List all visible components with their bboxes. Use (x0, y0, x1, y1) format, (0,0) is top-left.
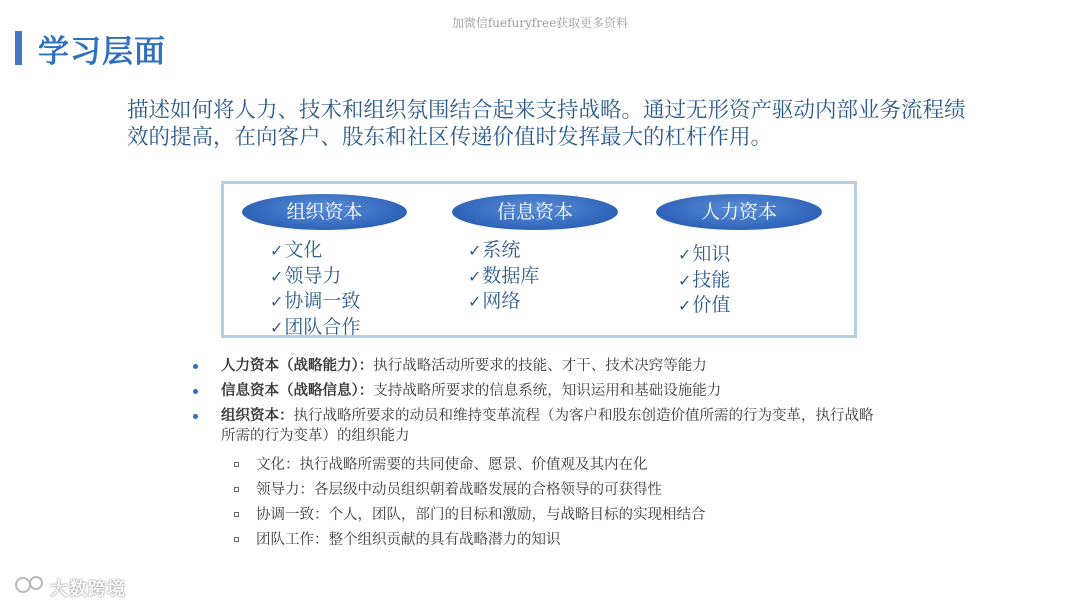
definition-label: 组织资本： (221, 408, 294, 424)
definition-item (190, 381, 910, 401)
definition-text: 执行战略所要求的动员和维持变革流程（为客户和股东创造价值所需的行为变革，执行战略所需的行为变革）的组织能力 (221, 408, 874, 444)
capital-item: ✓数据库 (468, 264, 540, 287)
check-icon: ✓ (468, 266, 482, 286)
capital-diagram (221, 181, 857, 338)
bullet-dot-icon (193, 414, 198, 419)
capital-item: ✓系统 (468, 239, 521, 261)
capital-column-information (452, 194, 618, 315)
bullet-dot-icon (193, 389, 198, 394)
check-icon: ✓ (678, 270, 692, 290)
check-icon: ✓ (270, 241, 284, 260)
title-accent-bar (15, 31, 22, 65)
check-icon: ✓ (468, 292, 482, 311)
capital-item: ✓团队合作 (270, 315, 361, 338)
capital-item: ✓技能 (678, 268, 731, 291)
square-bullet-icon (234, 462, 239, 467)
definition-label: 信息资本（战略信息）： (221, 383, 374, 399)
capital-item: ✓价值 (678, 294, 731, 316)
capital-pill: 组织资本 (242, 194, 407, 230)
sub-list-item: 文化：执行战略所需要的共同使命、愿景、价值观及其内在化 (232, 453, 852, 478)
definition-list (190, 356, 910, 451)
check-icon: ✓ (270, 266, 284, 286)
definition-text: 支持战略所要求的信息系统，知识运用和基础设施能力 (373, 383, 722, 399)
square-bullet-icon (234, 512, 239, 517)
intro-paragraph: 描述如何将人力、技术和组织氛围结合起来支持战略。通过无形资产驱动内部业务流程绩效的提高，在向客户、股东和社区传递价值时发挥最大的杠杆作用。 (127, 98, 966, 150)
check-icon: ✓ (678, 245, 692, 264)
capital-item: ✓领导力 (270, 264, 342, 287)
page-title: 学习层面 (38, 34, 166, 70)
sub-list-item: 协调一致：个人，团队，部门的目标和激励，与战略目标的实现相结合 (232, 503, 852, 528)
watermark-text: 加微信fuefuryfree获取更多资料 (451, 16, 629, 30)
capital-item: ✓知识 (678, 243, 731, 265)
definition-item (190, 356, 910, 376)
definition-item (190, 406, 886, 446)
capital-pill: 信息资本 (452, 194, 618, 230)
square-bullet-icon (234, 537, 239, 542)
sub-list-item: 团队工作：整个组织贡献的具有战略潜力的知识 (232, 528, 852, 553)
square-bullet-icon (234, 487, 239, 492)
sub-list-item: 领导力：各层级中动员组织朝着战略发展的合格领导的可获得性 (232, 478, 852, 503)
organization-capital-sublist (232, 453, 852, 553)
capital-item: ✓文化 (270, 239, 323, 261)
brand-logo-icon (14, 574, 46, 596)
capital-column-human (656, 194, 822, 319)
capital-pill: 人力资本 (656, 194, 822, 230)
capital-item: ✓协调一致 (270, 290, 361, 312)
check-icon: ✓ (678, 296, 692, 315)
brand-watermark: 大数跨境 (50, 579, 126, 600)
check-icon: ✓ (468, 241, 482, 260)
definition-label: 人力资本（战略能力）： (221, 358, 374, 374)
definition-text: 执行战略活动所要求的技能、才干、技术决窍等能力 (373, 358, 707, 374)
capital-column-organization (242, 194, 407, 340)
check-icon: ✓ (270, 292, 284, 311)
check-icon: ✓ (270, 317, 284, 337)
capital-item: ✓网络 (468, 290, 521, 312)
bullet-dot-icon (193, 364, 198, 369)
